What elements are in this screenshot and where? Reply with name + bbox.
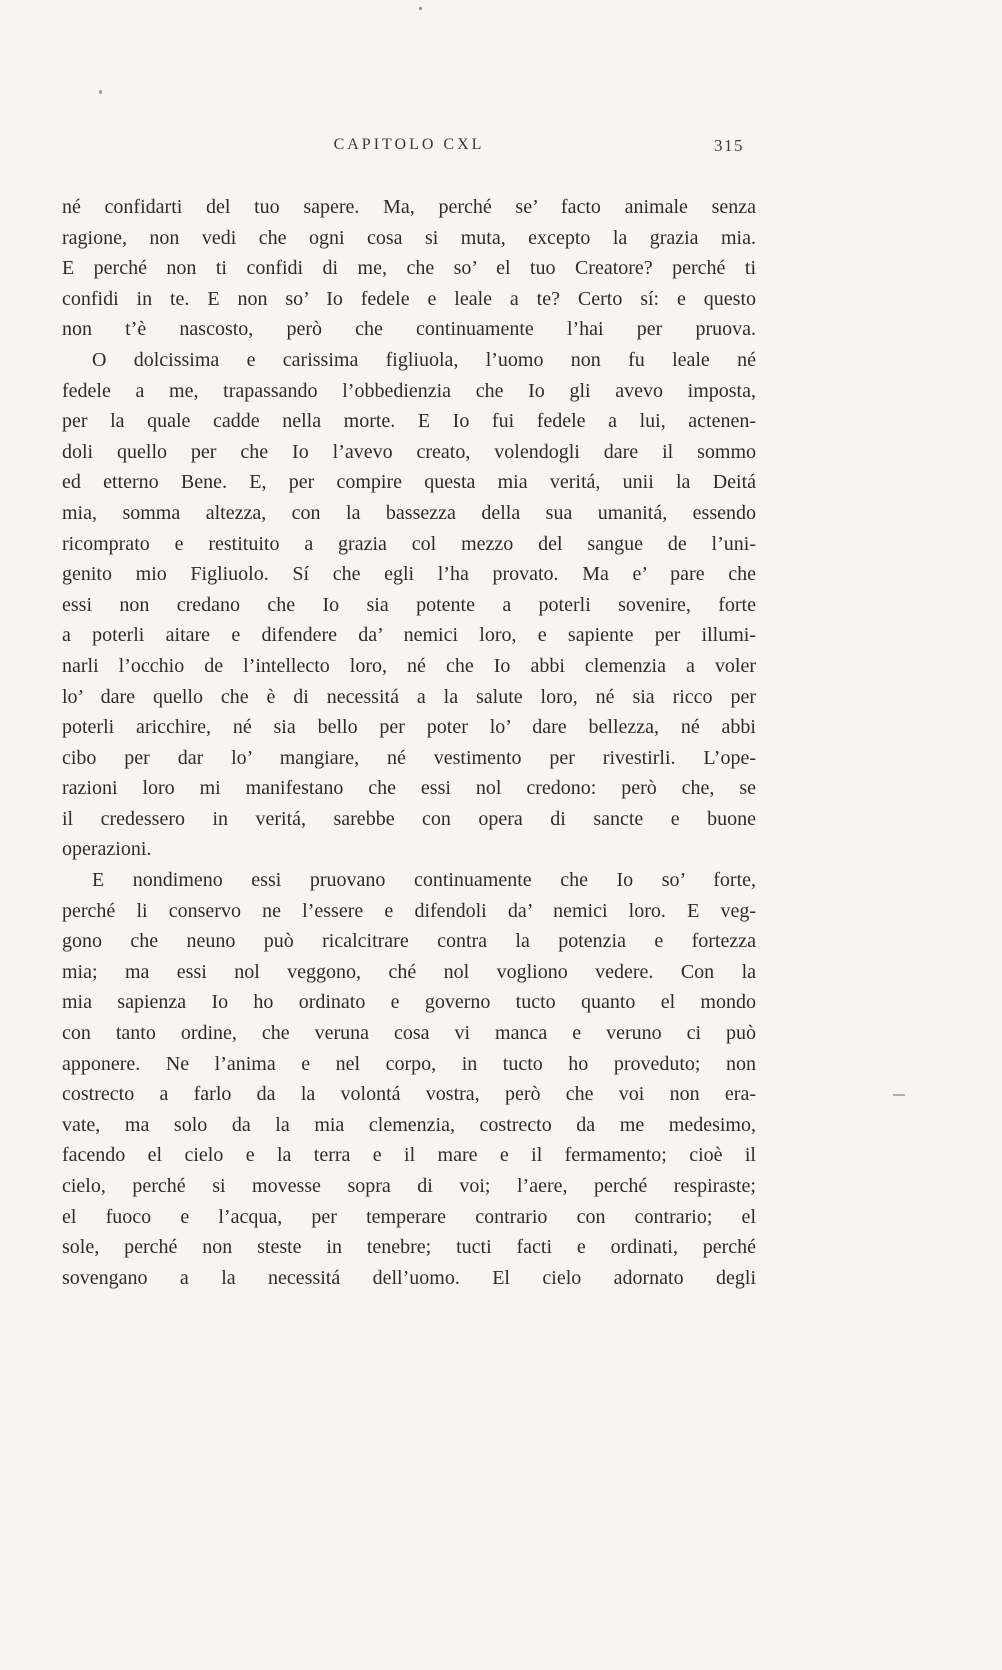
text-line: doli quello per che Io l’avevo creato, volendogli dare il sommo	[62, 440, 756, 463]
scan-artifact-dash	[893, 1094, 905, 1096]
text-line: genito mio Figliuolo. Sí che egli l’ha provato. Ma e’ pare che	[62, 563, 756, 586]
text-line: mia; ma essi nol veggono, ché nol vogliono vedere. Con la	[62, 960, 756, 983]
page-header	[62, 136, 756, 158]
text-line: sole, perché non steste in tenebre; tucti facti e ordinati, perché	[62, 1236, 756, 1259]
text-line: E nondimeno essi pruovano continuamente che Io so’ forte,	[92, 869, 756, 892]
text-line: a poterli aitare e difendere da’ nemici loro, e sapiente per illumi-	[62, 624, 756, 647]
text-line: perché li conservo ne l’essere e difendoli da’ nemici loro. E veg-	[62, 899, 756, 922]
text-line: per la quale cadde nella morte. E Io fui fedele a lui, actenen-	[62, 410, 756, 433]
scan-artifact-dot	[99, 90, 102, 94]
paragraph	[62, 865, 756, 1293]
chapter-title: CAPITOLO CXL	[333, 136, 485, 153]
text-line: razioni loro mi manifestano che essi nol credono: però che, se	[62, 777, 756, 800]
text-line: mia sapienza Io ho ordinato e governo tucto quanto el mondo	[62, 991, 756, 1014]
text-line: cibo per dar lo’ mangiare, né vestimento per rivestirli. L’ope-	[62, 746, 756, 769]
text-line: ed etterno Bene. E, per compire questa mia veritá, unii la Deitá	[62, 471, 756, 494]
text-line: el fuoco e l’acqua, per temperare contrario con contrario; el	[62, 1205, 756, 1228]
paragraph	[62, 192, 756, 345]
text-line: E perché non ti confidi di me, che so’ el tuo Creatore? perché ti	[62, 257, 756, 280]
text-line: ricomprato e restituito a grazia col mezzo del sangue de l’uni-	[62, 532, 756, 555]
scan-artifact-dot	[419, 7, 422, 10]
text-line: poterli aricchire, né sia bello per poter lo’ dare bellezza, né abbi	[62, 716, 756, 739]
text-line: vate, ma solo da la mia clemenzia, costrecto da me medesimo,	[62, 1113, 756, 1136]
text-line: mia, somma altezza, con la bassezza della sua umanitá, essendo	[62, 501, 756, 524]
text-line: O dolcissima e carissima figliuola, l’uomo non fu leale né	[92, 348, 756, 371]
text-block	[62, 192, 756, 1293]
text-line: il credessero in veritá, sarebbe con opera di sancte e buone	[62, 807, 756, 830]
text-line: non t’è nascosto, però che continuamente l’hai per pruova.	[62, 318, 756, 341]
text-line: lo’ dare quello che è di necessitá a la salute loro, né sia ricco per	[62, 685, 756, 708]
text-column	[62, 136, 756, 1293]
text-line: confidi in te. E non so’ Io fedele e leale a te? Certo sí: e questo	[62, 287, 756, 310]
text-line: sovengano a la necessitá dell’uomo. El cielo adornato degli	[62, 1266, 756, 1289]
text-line: con tanto ordine, che veruna cosa vi manca e veruno ci può	[62, 1022, 756, 1045]
text-line: ragione, non vedi che ogni cosa si muta, excepto la grazia mia.	[62, 226, 756, 249]
text-line: né confidarti del tuo sapere. Ma, perché se’ facto animale senza	[62, 196, 756, 218]
text-line: gono che neuno può ricalcitrare contra la potenzia e fortezza	[62, 930, 756, 953]
text-line: apponere. Ne l’anima e nel corpo, in tucto ho proveduto; non	[62, 1052, 756, 1075]
text-line: cielo, perché si movesse sopra di voi; l’aere, perché respiraste;	[62, 1175, 756, 1197]
page-number: 315	[714, 136, 744, 155]
text-line: facendo el cielo e la terra e il mare e il fermamento; cioè il	[62, 1144, 756, 1167]
paragraph	[62, 345, 756, 865]
text-line: operazioni.	[62, 838, 152, 861]
text-line: narli l’occhio de l’intellecto loro, né che Io abbi clemenzia a voler	[62, 654, 756, 677]
text-line: fedele a me, trapassando l’obbedienzia che Io gli avevo imposta,	[62, 379, 756, 402]
text-line: essi non credano che Io sia potente a poterli sovenire, forte	[62, 593, 756, 616]
text-line: costrecto a farlo da la volontá vostra, però che voi non era-	[62, 1083, 756, 1106]
